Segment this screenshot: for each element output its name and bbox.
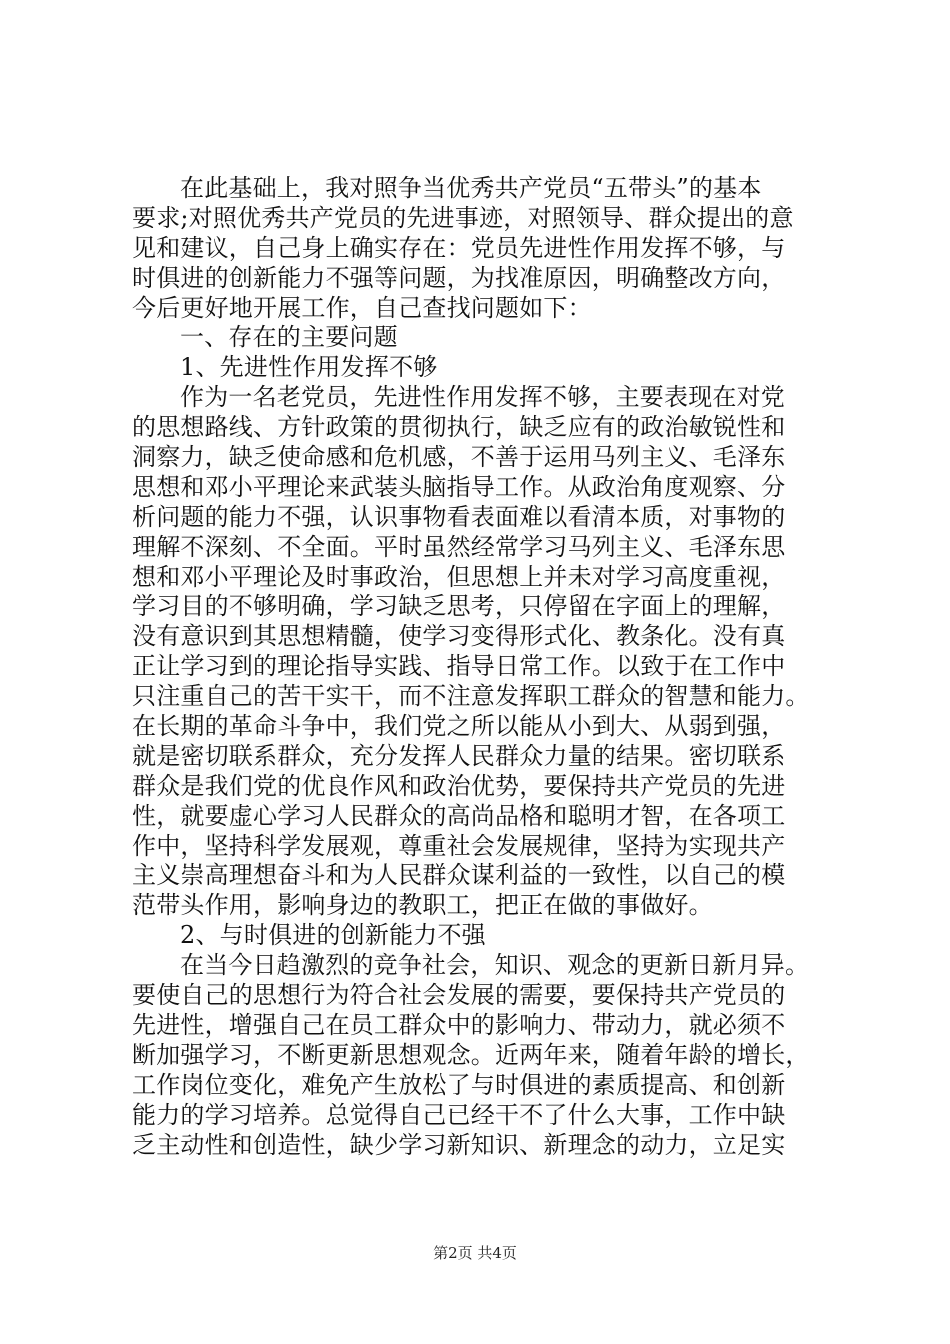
text-line: 正让学习到的理论指导实践、指导日常工作。以致于在工作中 <box>132 652 786 681</box>
text-line: 要求;对照优秀共产党员的先进事迹，对照领导、群众提出的意 <box>132 203 794 232</box>
text-line: 学习目的不够明确，学习缺乏思考，只停留在字面上的理解， <box>132 592 786 621</box>
text-line: 工作岗位变化，难免产生放松了与时俱进的素质提高、和创新 <box>132 1070 786 1099</box>
text-line: 的思想路线、方针政策的贯彻执行，缺乏应有的政治敏锐性和 <box>132 413 786 442</box>
text-line: 主义崇高理想奋斗和为人民群众谋利益的一致性，以自己的模 <box>132 861 786 890</box>
document-body <box>132 174 832 1160</box>
text-line: 见和建议，自己身上确实存在：党员先进性作用发挥不够，与 <box>132 233 786 262</box>
text-line: 要使自己的思想行为符合社会发展的需要，要保持共产党员的 <box>132 981 786 1010</box>
text-line: 今后更好地开展工作，自己查找问题如下： <box>132 293 592 322</box>
text-line: 在当今日趋激烈的竞争社会，知识、观念的更新日新月异。 <box>180 951 810 980</box>
text-line: 理解不深刻、不全面。平时虽然经常学习马列主义、毛泽东思 <box>132 532 786 561</box>
text-line: 能力的学习培养。总觉得自己已经干不了什么大事，工作中缺 <box>132 1100 786 1129</box>
text-line: 一、存在的主要问题 <box>180 323 398 352</box>
text-line: 析问题的能力不强，认识事物看表面难以看清本质，对事物的 <box>132 502 786 531</box>
text-line: 就是密切联系群众，充分发挥人民群众力量的结果。密切联系 <box>132 741 786 770</box>
page-number: 第2页 共4页 <box>433 1244 517 1262</box>
text-line: 2、与时俱进的创新能力不强 <box>180 921 486 950</box>
text-line: 1、先进性作用发挥不够 <box>180 353 438 382</box>
text-line: 先进性，增强自己在员工群众中的影响力、带动力，就必须不 <box>132 1010 786 1039</box>
text-line: 在此基础上，我对照争当优秀共产党员“五带头”的基本 <box>180 174 762 202</box>
text-line: 断加强学习，不断更新思想观念。近两年来，随着年龄的增长， <box>132 1040 810 1069</box>
text-line: 时俱进的创新能力不强等问题，为找准原因，明确整改方向， <box>132 263 786 292</box>
text-line: 思想和邓小平理论来武装头脑指导工作。从政治角度观察、分 <box>132 472 786 501</box>
text-line: 乏主动性和创造性，缺少学习新知识、新理念的动力，立足实 <box>132 1130 786 1159</box>
text-line: 性，就要虚心学习人民群众的高尚品格和聪明才智，在各项工 <box>132 801 786 830</box>
text-line: 在长期的革命斗争中，我们党之所以能从小到大、从弱到强， <box>132 712 786 741</box>
text-line: 洞察力，缺乏使命感和危机感，不善于运用马列主义、毛泽东 <box>132 443 786 472</box>
text-line: 范带头作用，影响身边的教职工，把正在做的事做好。 <box>132 891 713 920</box>
text-line: 只注重自己的苦干实干，而不注意发挥职工群众的智慧和能力。 <box>132 682 810 711</box>
text-line: 没有意识到其思想精髓，使学习变得形式化、教条化。没有真 <box>132 622 786 651</box>
text-line: 作中，坚持科学发展观，尊重社会发展规律，坚持为实现共产 <box>132 831 786 860</box>
text-line: 群众是我们党的优良作风和政治优势，要保持共产党员的先进 <box>132 771 786 800</box>
text-line: 作为一名老党员，先进性作用发挥不够，主要表现在对党 <box>180 383 785 412</box>
text-line: 想和邓小平理论及时事政治，但思想上并未对学习高度重视， <box>132 562 786 591</box>
